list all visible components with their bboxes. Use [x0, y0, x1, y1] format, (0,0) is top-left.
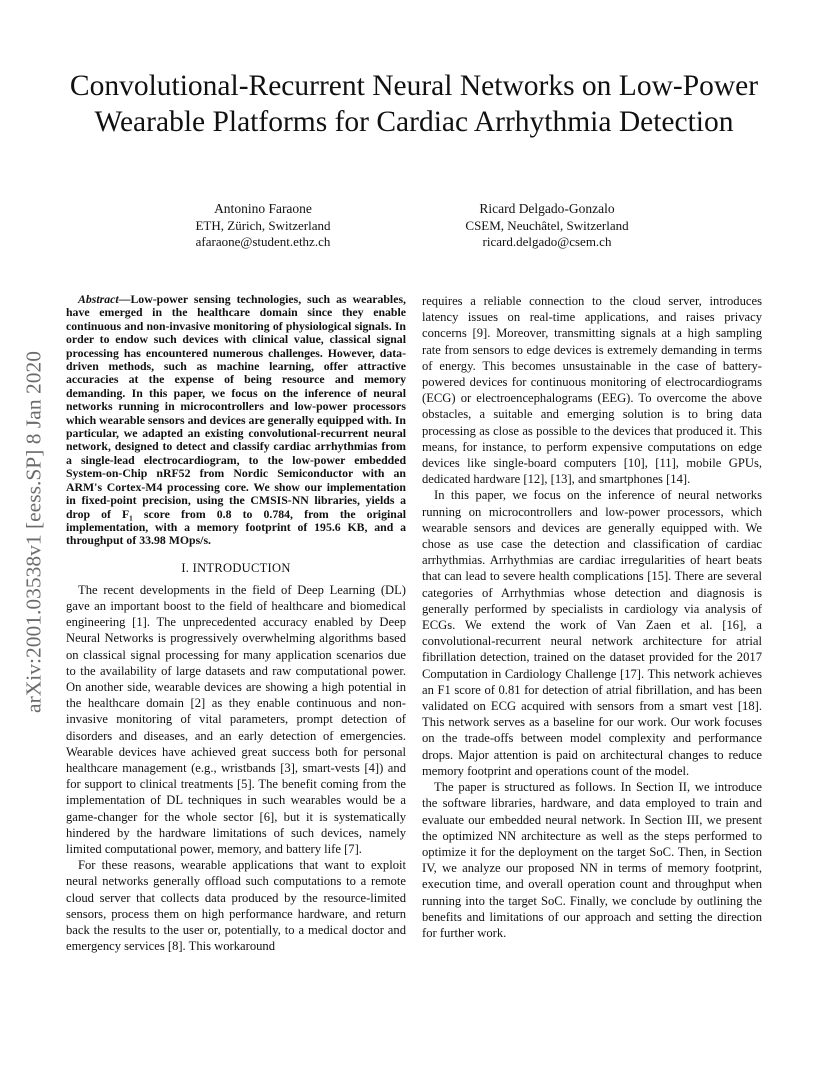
author-affiliation: ETH, Zürich, Switzerland — [195, 217, 331, 233]
author-affiliation: CSEM, Neuchâtel, Switzerland — [465, 217, 629, 233]
abstract — [66, 293, 406, 548]
arxiv-identifier-text: arXiv:2001.03538v1 [eess.SP] 8 Jan 2020 — [21, 351, 46, 713]
body-paragraph: For these reasons, wearable applications that want to exploit neural networks generally offload such computations to a remote cloud server that collects data produced by the resource-limited sensors, process them on high performance hardware, and return back the results to the user or, potentially, to a medical doctor and emergency services [8]. This workaround — [66, 858, 406, 954]
section-heading: I. INTRODUCTION — [181, 560, 291, 575]
author-email[interactable]: ricard.delgado@csem.ch — [482, 234, 612, 249]
body-paragraph: The paper is structured as follows. In Section II, we introduce the software libraries, hardware, and data employed to train and evaluate our embedded neural network. In Section III, we present the optimized NN architecture as well as the steps performed to optimize it for the deployment on the target SoC. Then, in Section IV, we analyze our proposed NN in terms of memory footprint, execution time, and overall operation count and throughput when running into the target SoC. Finally, we conclude by outlining the benefits and limitations of our approach and setting the direction for further work. — [422, 780, 762, 940]
abstract-label: Abstract — [78, 292, 119, 306]
body-paragraph: The recent developments in the field of Deep Learning (DL) gave an important boost to the field of healthcare and biomedical engineering [1]. The unprecedented accuracy enabled by Deep Neural Networks is progressively overwhelming algorithms based on classical signal processing for many application scenarios due to the availability of large datasets and raw computational power. On another side, wearable devices are showing a high potential in the healthcare domain [2] as they enable continuous and non-invasive monitoring of vital parameters, prompt detection of disorders and diseases, and an early detection of emergencies. Wearable devices have achieved great success both for personal healthcare management (e.g., wristbands [3], smart-vests [4]) and for support to clinical treatments [5]. The benefit coming from the implementation of DL techniques in such wearables would be a game-changer for the whole sector [6], but it is systematically hindered by the hardware limitations of such devices, namely limited computational power, memory, and battery life [7]. — [66, 582, 406, 856]
author-name: Ricard Delgado-Gonzalo — [479, 201, 615, 216]
right-column — [422, 293, 762, 941]
body-paragraph: In this paper, we focus on the inference of neural networks running on microcontrollers and low-power processors, which wearable sensors and devices are generally equipped with. We chose as use case the detection and classification of cardiac arrhythmias. Arrhythmias are cardiac irregularities of heart beats that can lead to severe health complications [15]. There are several categories of Arrhythmias whose detection and diagnosis is generally performed by specialists in cardiology via analysis of ECGs. We extend the work of Van Zaen et al. [16], a convolutional-recurrent neural network architecture for atrial fibrillation detection, trained on the dataset provided for the 2017 Computation in Cardiology Challenge [17]. This network achieves an F1 score of 0.81 for detection of atrial fibrillation, and has been validated on ECG acquired with sensors from a smart vest [18]. This network serves as a baseline for our work. Our work focuses on the trade-offs between model complexity and performance drops. Major attention is paid on architectural changes to reduce memory footprint and operations count of the model. — [422, 488, 762, 778]
left-column — [66, 293, 406, 954]
abstract-text: —Low-power sensing technologies, such as wearables, have emerged in the healthcare domain since they enable continuous and non-invasive monitoring of physiological signals. In order to endow such devices with clinical value, classical signal processing has encountered numerous challenges. However, data-driven methods, such as machine learning, offer attractive accuracies at the expense of being resource and memory demanding. In this paper, we focus on the inference of neural networks running in microcontrollers and low-power processors which wearable sensors and devices are generally equipped with. In particular, we adapted an existing convolutional-recurrent neural network, designed to detect and classify cardiac arrhythmias from a single-lead electrocardiogram, to the low-power embedded System-on-Chip nRF52 from Nordic Semiconductor with an ARM's Cortex-M4 processing core. We show our implementation in fixed-point precision, using the CMSIS-NN libraries, yields a drop of F₁ score from 0.8 to 0.784, from the original implementation, with a memory footprint of 195.6 KB, and a throughput of 33.98 MOps/s. — [66, 292, 406, 548]
author-block-2 — [417, 201, 677, 251]
body-paragraph: requires a reliable connection to the cloud server, introduces latency issues on real-time applications, and raises privacy concerns [9]. Moreover, transmitting signals at a high sampling rate from sensors to edge devices is extremely demanding in terms of energy. This becomes unsustainable in the case of battery-powered devices for continuous monitoring of electrocardiograms (ECG) or electroencephalograms (EEG). To overcome the above obstacles, a suitable and emerging solution is to bring data processing as close as possible to the devices that produced it. This means, for instance, to perform expensive computations on edge devices like single-board computers [10], [11], mobile GPUs, dedicated hardware [12], [13], and smartphones [14]. — [422, 294, 762, 487]
arxiv-identifier — [22, 292, 46, 772]
author-name: Antonino Faraone — [214, 201, 312, 216]
paper-title: Convolutional-Recurrent Neural Networks on Low-Power Wearable Platforms for Cardiac Arrhythmia Detection — [69, 70, 759, 138]
author-email[interactable]: afaraone@student.ethz.ch — [195, 234, 331, 249]
author-block-1 — [133, 201, 393, 251]
